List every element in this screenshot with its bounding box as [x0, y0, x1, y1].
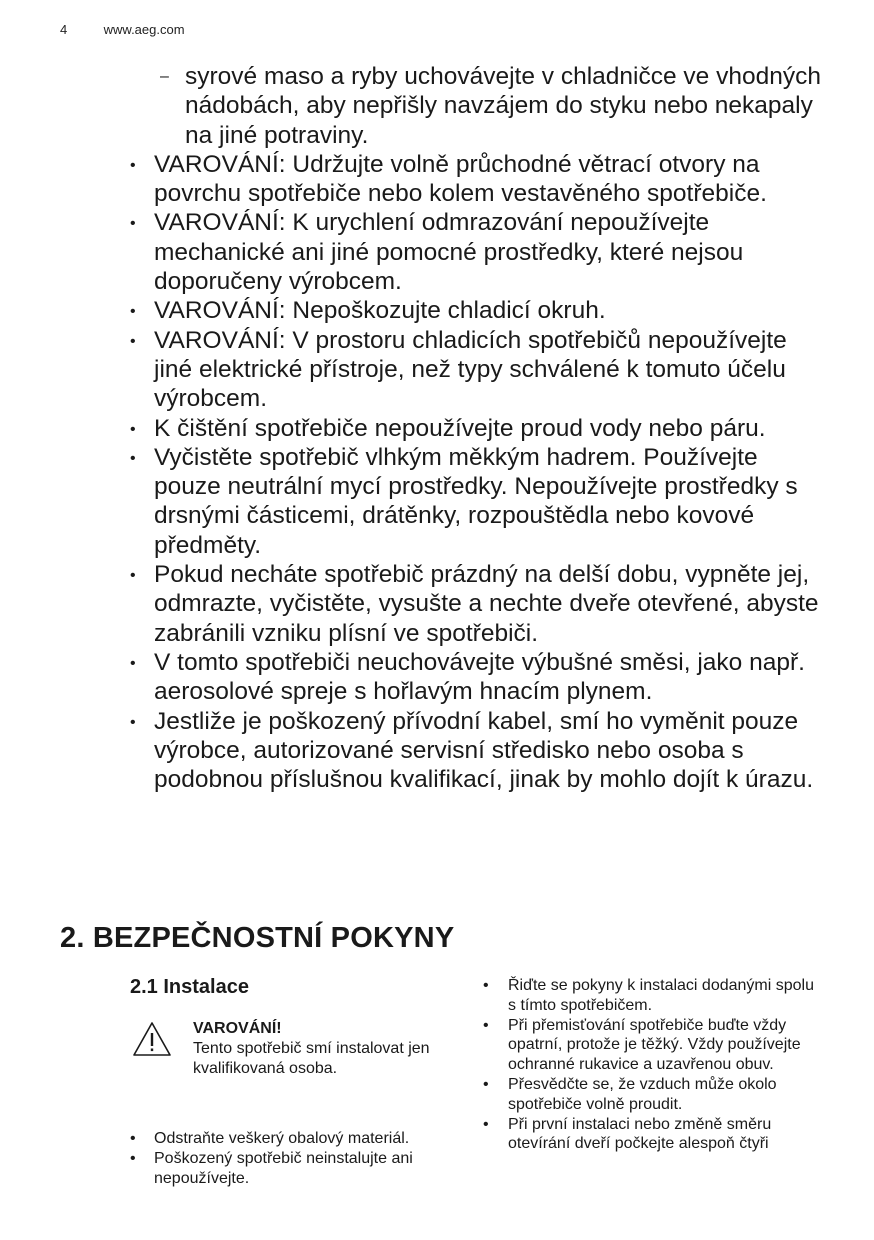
list-item — [483, 1115, 823, 1155]
page-header — [60, 22, 185, 37]
subsection-title: 2.1 Instalace — [130, 976, 249, 998]
list-item-text: Řiďte se pokyny k instalaci dodanými spolu s tímto spotřebičem. — [508, 977, 814, 1014]
list-item-text: Při přemisťování spotřebiče buďte vždy opatrní, protože je těžký. Vždy používejte ochranné rukavice a uzavřenou obuv. — [508, 1016, 801, 1074]
list-item — [130, 414, 830, 443]
warning-box — [130, 1019, 460, 1099]
list-item-text: V tomto spotřebiči neuchovávejte výbušné směsi, jako např. aerosolové spreje s hořlavým hnacím plynem. — [154, 648, 805, 706]
list-item — [130, 443, 830, 560]
page-number: 4 — [60, 22, 68, 37]
warning-triangle-icon — [132, 1021, 172, 1057]
list-item — [130, 707, 830, 795]
installation-list-left — [130, 1129, 460, 1188]
warning-text — [193, 1019, 453, 1078]
left-column — [130, 976, 460, 1188]
warning-message: Tento spotřebič smí instalovat jen kvalifikovaná osoba. — [193, 1039, 430, 1077]
list-item — [130, 1149, 460, 1189]
list-item — [130, 208, 830, 296]
list-item — [130, 326, 830, 414]
list-item — [483, 976, 823, 1016]
section-title: 2. BEZPEČNOSTNÍ POKYNY — [60, 922, 455, 954]
website-url: www.aeg.com — [103, 22, 185, 37]
list-item — [130, 62, 830, 150]
list-item-text: VAROVÁNÍ: K urychlení odmrazování nepoužívejte mechanické ani jiné pomocné prostředky, které nejsou doporučeny výrobcem. — [154, 209, 744, 296]
bullet-marker: • — [130, 1130, 136, 1147]
right-column — [483, 976, 823, 1154]
dash-marker: – — [160, 68, 169, 85]
bullet-marker: • — [130, 567, 136, 585]
warning-label: VAROVÁNÍ! — [193, 1020, 282, 1037]
list-item-text: VAROVÁNÍ: V prostoru chladicích spotřebičů nepoužívejte jiné elektrické přístroje, než typy schválené k tomuto účelu výrobcem. — [154, 326, 787, 413]
bullet-marker: • — [483, 1016, 489, 1034]
bullet-marker: • — [130, 420, 136, 438]
bullet-marker: • — [483, 1115, 489, 1133]
list-item-text: Jestliže je poškozený přívodní kabel, smí ho vyměnit pouze výrobce, autorizované servisní středisko nebo osoba s podobnou příslušnou kvalifikací, jinak by mohlo dojít k úrazu. — [154, 707, 814, 794]
bullet-marker: • — [130, 156, 136, 174]
safety-list — [130, 62, 830, 794]
list-item-text: K čištění spotřebiče nepoužívejte proud vody nebo páru. — [154, 414, 766, 442]
list-item — [130, 150, 830, 209]
list-item-text: Poškozený spotřebič neinstalujte ani nepoužívejte. — [154, 1149, 413, 1187]
bullet-marker: • — [130, 215, 136, 233]
bullet-marker: • — [130, 713, 136, 731]
bullet-marker: • — [130, 1149, 136, 1167]
list-item-text: Vyčistěte spotřebič vlhkým měkkým hadrem. Používejte pouze neutrální mycí prostředky. Nepoužívejte prostředky s drsnými částicemi, drátěnky, rozpouštědla nebo kovové předměty. — [154, 443, 798, 559]
bullet-marker: • — [130, 303, 136, 321]
list-item-text: syrové maso a ryby uchovávejte v chladničce ve vhodných nádobách, aby nepřišly navzájem do styku nebo nekapaly na jiné potraviny. — [185, 63, 821, 149]
list-item — [130, 1129, 460, 1149]
list-item — [483, 1075, 823, 1115]
list-item-text: VAROVÁNÍ: Nepoškozujte chladicí okruh. — [154, 297, 606, 325]
list-item — [130, 296, 830, 325]
list-item — [130, 648, 830, 707]
bullet-marker: • — [483, 977, 489, 994]
list-item — [483, 1016, 823, 1075]
bullet-marker: • — [130, 332, 136, 350]
list-item — [130, 560, 830, 648]
bullet-marker: • — [483, 1075, 489, 1093]
list-item-text: Při první instalaci nebo změně směru otevírání dveří počkejte alespoň čtyři — [508, 1115, 772, 1153]
list-item-text: Přesvědčte se, že vzduch může okolo spotřebiče volně proudit. — [508, 1075, 777, 1113]
list-item-text: VAROVÁNÍ: Udržujte volně průchodné větrací otvory na povrchu spotřebiče nebo kolem vestavěného spotřebiče. — [154, 150, 767, 208]
bullet-marker: • — [130, 449, 136, 467]
bullet-marker: • — [130, 654, 136, 672]
list-item-text: Odstraňte veškerý obalový materiál. — [154, 1130, 410, 1147]
list-item-text: Pokud necháte spotřebič prázdný na delší dobu, vypněte jej, odmrazte, vyčistěte, vysušte a nechte dveře otevřené, abyste zabránili vzniku plísní ve spotřebiči. — [154, 561, 819, 647]
installation-list-right — [483, 976, 823, 1154]
